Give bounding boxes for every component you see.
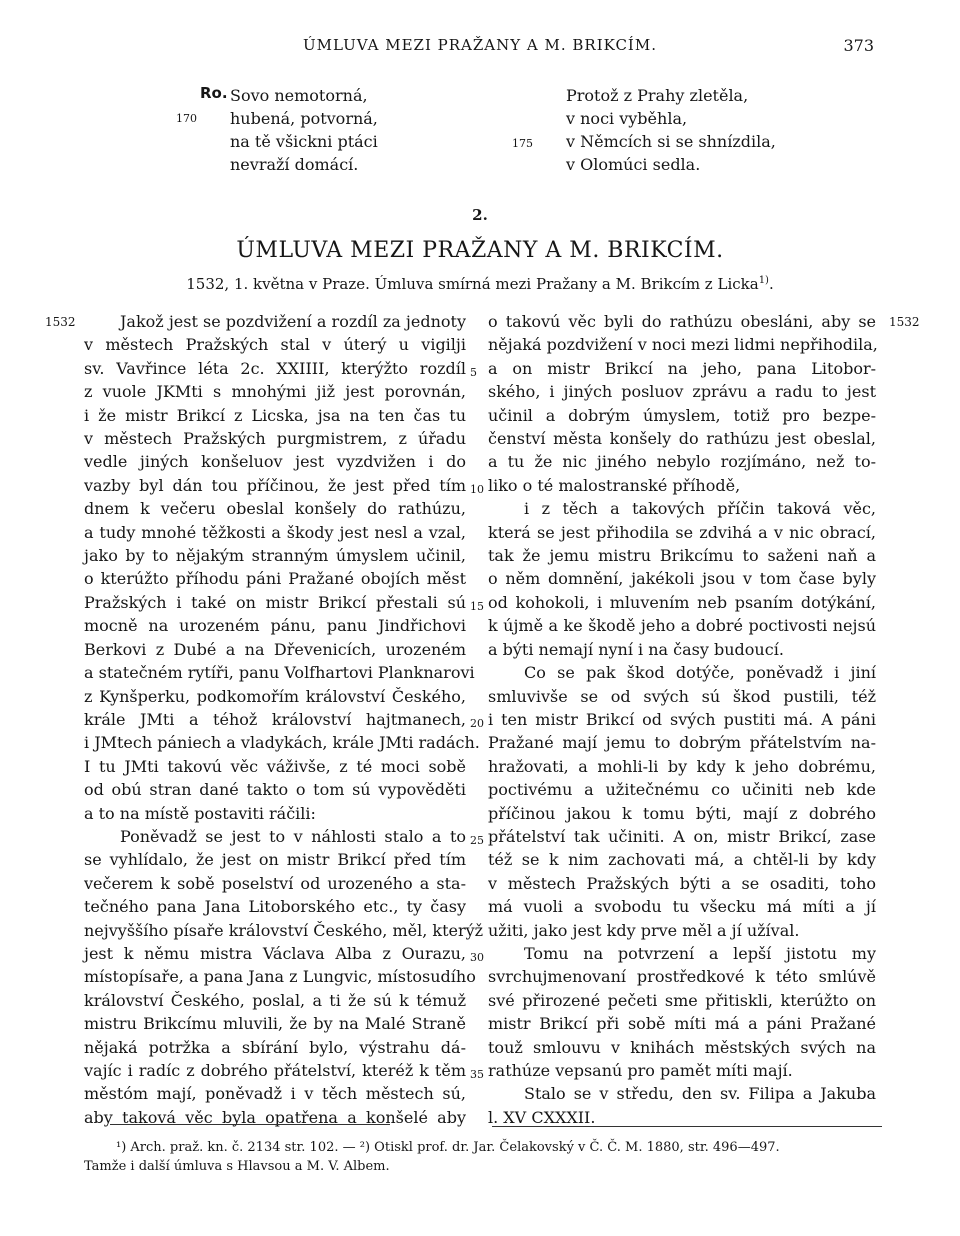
poem-line: hubená, potvorná, [230, 109, 378, 128]
text-line: vedle jiných konšeluov jest vyzdvižen i do [84, 452, 466, 472]
text-line: Pražané mají jemu to dobrým přátelstvím na- [488, 733, 876, 753]
text-line: Poněvadž se jest to v náhlosti stalo a to [120, 826, 466, 846]
poem-line: v noci vyběhla, [566, 109, 688, 128]
margin-year: 1532 [45, 315, 76, 329]
text-line: též se k nim zachovati má, a chtěl-li by kdy [488, 850, 876, 870]
poem-line: Protož z Prahy zletěla, [566, 86, 749, 105]
text-line: mistr Brikcí při sobě míti má a páni Pražané [488, 1014, 876, 1034]
text-line: nějaká pozdvižení v noci mezi lidmi nepřihodila, [488, 335, 878, 355]
text-line: i JMtech pániech a vladykách, krále JMti radách. [84, 733, 480, 753]
page-header [0, 36, 960, 60]
text-line: dnem k večeru obeslal konšely do rathúzu, [84, 499, 466, 519]
poem-line: Sovo nemotorná, [230, 86, 368, 105]
text-line: z vuole JKMti s mnohými již jest porovnán, [84, 382, 466, 402]
text-line: své přirozené pečeti sme přitiskli, kterúžto on [488, 990, 876, 1010]
line-number: 5 [470, 366, 477, 379]
text-line: království Českého, poslal, a ti že sú k témuž [84, 990, 466, 1010]
text-line: tak že jemu mistru Brikcímu to saženi naň a [488, 546, 876, 566]
text-line: aby taková věc byla opatřena a konšelé aby [84, 1107, 466, 1127]
text-line: učinil a dobrým úmyslem, totiž pro bezpe- [488, 405, 876, 425]
text-line: vajíc i radíc z dobrého přátelství, kteréž k těm [84, 1061, 466, 1080]
text-line: má vuoli a svobodu tu všecku má míti a jí [488, 897, 876, 917]
text-line: i z těch a takových příčin taková věc, [524, 499, 876, 519]
line-number: 35 [470, 1068, 484, 1081]
text-line: večerem k sobě poselství od urozeného a sta- [84, 873, 466, 893]
text-line: příčinou jakou k tomu býti, mají z dobrého [488, 803, 876, 823]
text-line: ského, i jiných posluov zprávu a radu to jest [488, 382, 876, 402]
text-line: z Kynšperku, podkomořím království Českého, [84, 686, 466, 706]
footnote-divider [492, 1126, 882, 1127]
text-line: přátelství tak učiniti. A on, mistr Brikcí, zase [488, 826, 876, 846]
poem-line: v Němcích si se shnízdila, [566, 132, 776, 151]
text-line: Pražských i také on mistr Brikcí přestali sú [84, 592, 466, 612]
text-line: k újmě a ke škodě jeho a dobré poctivosti nejsú [488, 616, 876, 636]
text-line: Tomu na potvrzení a lepší jistotu my [524, 943, 876, 963]
margin-year: 1532 [889, 315, 920, 329]
text-line: mistru Brikcímu mluvili, že by na Malé Straně [84, 1014, 466, 1034]
text-line: rathúze vepsanú pro pamět míti mají. [488, 1061, 793, 1080]
text-line: a to na místě postaviti ráčili: [84, 803, 316, 823]
page-number: 373 [843, 36, 874, 55]
text-line: místopísaře, a pana Jana z Lungvic, místosudího [84, 967, 476, 987]
text-line: Berkovi z Dubé a na Dřevenicích, urozeném [84, 639, 466, 659]
text-line: jako by to nějakým stranným úmyslem učinil, [84, 546, 466, 566]
verse-number: 170 [176, 112, 197, 125]
poem-left-stanza [230, 84, 378, 176]
footnote-line: ¹) Arch. praž. kn. č. 2134 str. 102. — ²) Otiskl prof. dr. Jar. Čelakovský v Č. Č. M. 1880, str. 496—497. [116, 1140, 780, 1155]
text-line: jest k němu mistra Václava Alba z Ourazu, [84, 943, 466, 963]
text-line: Co se pak škod dotýče, poněvadž i jiní [524, 663, 876, 683]
text-line: touž smlouvu v knihách městských svých na [488, 1037, 876, 1057]
text-line: čenství města konšely do rathúzu jest obeslal, [488, 429, 876, 449]
poem-right-stanza [566, 84, 776, 176]
footnote-line: Tamže i další úmluva s Hlavsou a M. V. Albem. [84, 1159, 390, 1174]
document-title: ÚMLUVA MEZI PRAŽANY A M. BRIKCÍM. [236, 238, 724, 263]
text-line: a tudy mnohé těžkosti a škody jest nesl a vzal, [84, 522, 466, 542]
text-line: a tu že nic jiného nebylo rozjímáno, než to- [488, 452, 876, 472]
footnotes [84, 1138, 884, 1176]
footnote-reference: 1) [758, 275, 769, 286]
line-number: 10 [470, 483, 484, 496]
right-text-column [488, 310, 876, 1129]
text-line: v městech Pražských stal v úterý u vigilji [84, 335, 466, 355]
text-line: od kohokoli, i mluvením neb psaním dotýkání, [488, 592, 876, 612]
text-line: Jakož jest se pozdvižení a rozdíl za jednoty [120, 312, 466, 331]
text-line: v městech Pražských purgmistrem, z úřadu [84, 429, 466, 449]
line-number: 20 [470, 717, 484, 730]
text-line: o takovú věc byli do rathúzu obesláni, aby se [488, 312, 876, 331]
footnote-divider [110, 1124, 390, 1125]
line-number: 25 [470, 834, 484, 847]
poem-line: na tě všickni ptáci [230, 132, 378, 151]
text-line: Stalo se v středu, den sv. Filipa a Jakuba [524, 1084, 876, 1104]
text-line: l. XV CXXXII. [488, 1107, 596, 1127]
poem-line: v Olomúci sedla. [566, 155, 701, 174]
text-line: v městech Pražských býti a se osaditi, toho [488, 873, 876, 893]
text-line: mocně na urozeném pánu, panu Jindřichovi [84, 616, 466, 636]
text-line: nějaká potržka a sbírání bylo, výstrahu dá- [84, 1037, 466, 1057]
text-line: a býti nemají nyní i na časy budoucí. [488, 639, 784, 659]
text-line: nejvyššího písaře království Českého, měl, kterýž [84, 920, 484, 940]
running-title: ÚMLUVA MEZI PRAŽANY A M. BRIKCÍM. [303, 36, 657, 54]
subtitle-text: 1532, 1. května v Praze. Úmluva smírná mezi Pražany a M. Brikcím z Licka [186, 275, 759, 293]
poem-speaker: Ro. [200, 84, 228, 102]
document-subtitle: 1532, 1. května v Praze. Úmluva smírná mezi Pražany a M. Brikcím z Licka$^{1)}$. [186, 275, 774, 293]
poem-line: nevraží domácí. [230, 155, 359, 174]
text-line: vazby byl dán tou příčinou, že jest před tím [84, 475, 466, 495]
text-line: která se jest přihodila se zdvihá a v nic obrací, [488, 522, 876, 542]
text-line: svrchujmenovaní prostředkové k této smlúvě [488, 967, 876, 987]
text-line: krále JMti a téhož království hajtmanech, [84, 709, 466, 729]
document-number: 2. [472, 206, 488, 224]
text-line: liko o té malostranské příhodě, [488, 475, 741, 495]
text-line: tečného pana Jana Litoborského etc., ty časy [84, 897, 466, 917]
text-line: o kterúžto příhodu páni Pražané obojích měst [84, 569, 466, 589]
text-line: i ten mistr Brikcí od svých pustiti má. A páni [488, 709, 876, 729]
text-line: hražovati, a mohli-li by kdy k jeho dobrému, [488, 756, 876, 776]
text-line: a statečném rytíři, panu Volfhartovi Planknarovi [84, 663, 475, 683]
text-line: i že mistr Brikcí z Licska, jsa na ten čas tu [84, 405, 466, 425]
text-line: o něm domnění, jakékoli jsou v tom čase byly [488, 569, 876, 589]
text-line: I tu JMti takovú věc váživše, z té moci sobě [84, 756, 466, 776]
text-line: poctivému a užitečnému co učiniti neb kde [488, 780, 876, 800]
text-line: městóm mají, poněvadž i v těch městech sú, [84, 1084, 466, 1104]
text-line: sv. Vavřince léta 2c. XXIIII, kterýžto rozdíl [84, 358, 466, 378]
text-line: smluvivše se od svých sú škod pustili, též [488, 686, 876, 706]
text-line: od obú stran dané takto o tom sú vypověděti [84, 780, 466, 800]
text-line: se vyhlídalo, že jest on mistr Brikcí před tím [84, 850, 466, 870]
text-line: a on mistr Brikcí na jeho, pana Litobor- [488, 358, 876, 378]
line-number: 15 [470, 600, 484, 613]
line-number: 30 [470, 951, 484, 964]
text-line: užiti, jako jest kdy prve měl a jí užíval. [488, 920, 800, 940]
verse-number: 175 [512, 137, 533, 150]
